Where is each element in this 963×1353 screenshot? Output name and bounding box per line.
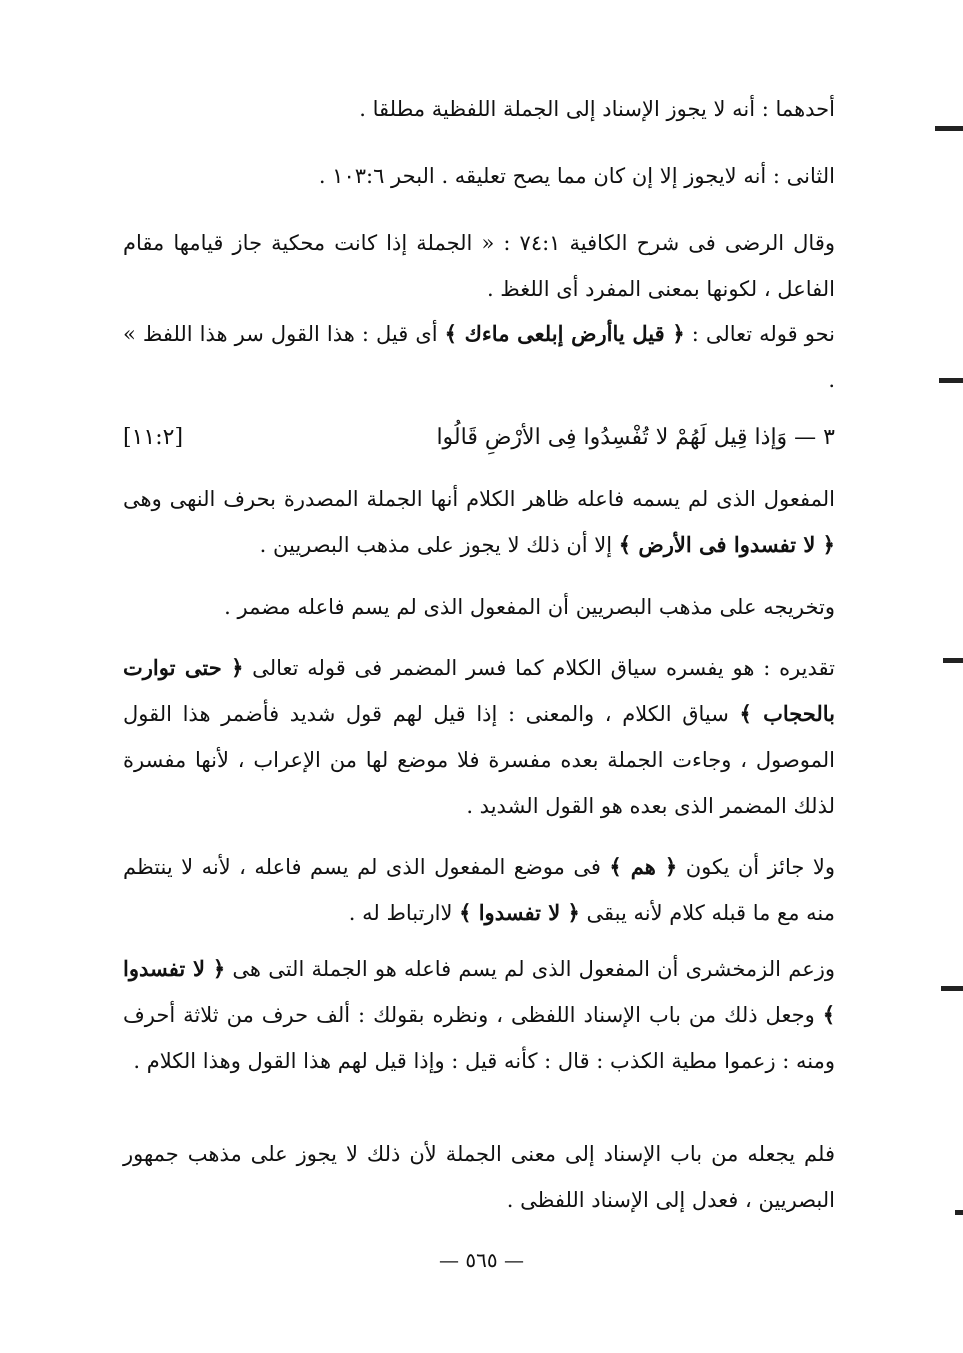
paragraph-text: ولا جائز أن يكون <box>677 855 835 879</box>
paragraph-text: نحو قوله تعالى : <box>684 322 835 346</box>
quran-quote: ﴿ لا تفسدوا فى الأرض ﴾ <box>618 532 835 557</box>
paragraph-2 <box>123 153 835 199</box>
quran-quote: ﴿ لا تفسدوا ﴾ <box>459 900 580 925</box>
paragraph-6 <box>123 584 835 630</box>
paragraph-text: المفعول الذى لم يسمه فاعله ظاهر الكلام أنها الجملة المصدرة بحرف النهى وهى <box>123 487 835 511</box>
margin-mark <box>935 126 963 131</box>
quran-quote: ﴿ قيل ياأرض إبلعى ماءك ﴾ <box>444 321 685 346</box>
paragraph-text: وجعل ذلك من باب الإسناد اللفظى ، ونظره بقولك : ألف حرف من ثلاثة أحرف ومنه : زعموا مطية الكذب : قال : كأنه قيل : وإذا قيل لهم هذا القول وهذا الكلام . <box>123 1003 835 1073</box>
margin-mark <box>941 986 963 991</box>
quran-quote: ﴿ حتى توارت بالحجاب ﴾ <box>123 655 835 726</box>
paragraph-text: سياق الكلام ، والمعنى : إذا قيل لهم قول شديد فأضمر هذا القول الموصول ، وجاءت الجملة بعده مفسرة فلا موضع لها من الإعراب ، لأنها مفسرة لذلك المضمر الذى بعده هو القول الشديد . <box>123 702 835 818</box>
paragraph-8 <box>123 844 835 936</box>
paragraph-5 <box>123 476 835 568</box>
paragraph-text: وتخريجه على مذهب البصريين أن المفعول الذى لم يسم فاعله مضمر . <box>224 595 835 619</box>
verse-heading <box>123 415 835 461</box>
paragraph-text: تقديره : هو يفسره سياق الكلام كما فسر المضمر فى قوله تعالى <box>243 656 836 680</box>
paragraph-1 <box>123 86 835 132</box>
margin-mark <box>939 378 963 383</box>
page-number: — ٥٦٥ — <box>439 1248 524 1272</box>
verse-reference: [١١:٢] <box>123 425 184 450</box>
paragraph-text: أحدهما : أنه لا يجوز الإسناد إلى الجملة اللفظية مطلقا . <box>359 97 835 121</box>
paragraph-text: فى موضع المفعول الذى لم يسم فاعله ، لأنه لا ينتظم منه مع ما قبله كلام لأنه يبقى <box>123 855 835 925</box>
paragraph-text: وقال الرضى فى شرح الكافية ٧٤:١ : « الجملة إذا كانت محكية جاز قيامها مقام الفاعل ، لكونها بمعنى المفرد أى اللغظ . <box>123 231 835 301</box>
margin-mark <box>955 1210 963 1215</box>
paragraph-4 <box>123 311 835 403</box>
quran-quote: ﴿ لا تفسدوا ﴾ <box>123 956 835 1027</box>
paragraph-9 <box>123 946 835 1084</box>
verse-text: ٣ — وَإذا قِيل لَهُمْ لا تُفْسِدُوا فِى الأرْضِ قَالُوا <box>436 425 835 450</box>
paragraph-7 <box>123 645 835 829</box>
paragraph-text: أى قيل : هذا القول سر هذا اللفظ » . <box>123 322 835 392</box>
paragraph-text: لاارتباط له . <box>348 901 460 925</box>
paragraph-text: الثانى : أنه لايجوز إلا إن كان مما يصح تعليقه . البحر ١٠٣:٦ . <box>318 164 835 188</box>
margin-mark <box>943 658 963 663</box>
paragraph-text: إلا أن ذلك لا يجوز على مذهب البصريين . <box>259 533 619 557</box>
paragraph-10 <box>123 1131 835 1223</box>
paragraph-text: فلم يجعله من باب الإسناد إلى معنى الجملة لأن ذلك لا يجوز على مذهب جمهور البصريين ، فعدل إلى الإسناد اللفظى . <box>123 1142 835 1212</box>
paragraph-text: وزعم الزمخشرى أن المفعول الذى لم يسم فاعله هو الجملة التى هى <box>225 957 836 981</box>
paragraph-3 <box>123 220 835 312</box>
quran-quote: ﴿ هم ﴾ <box>609 854 678 879</box>
